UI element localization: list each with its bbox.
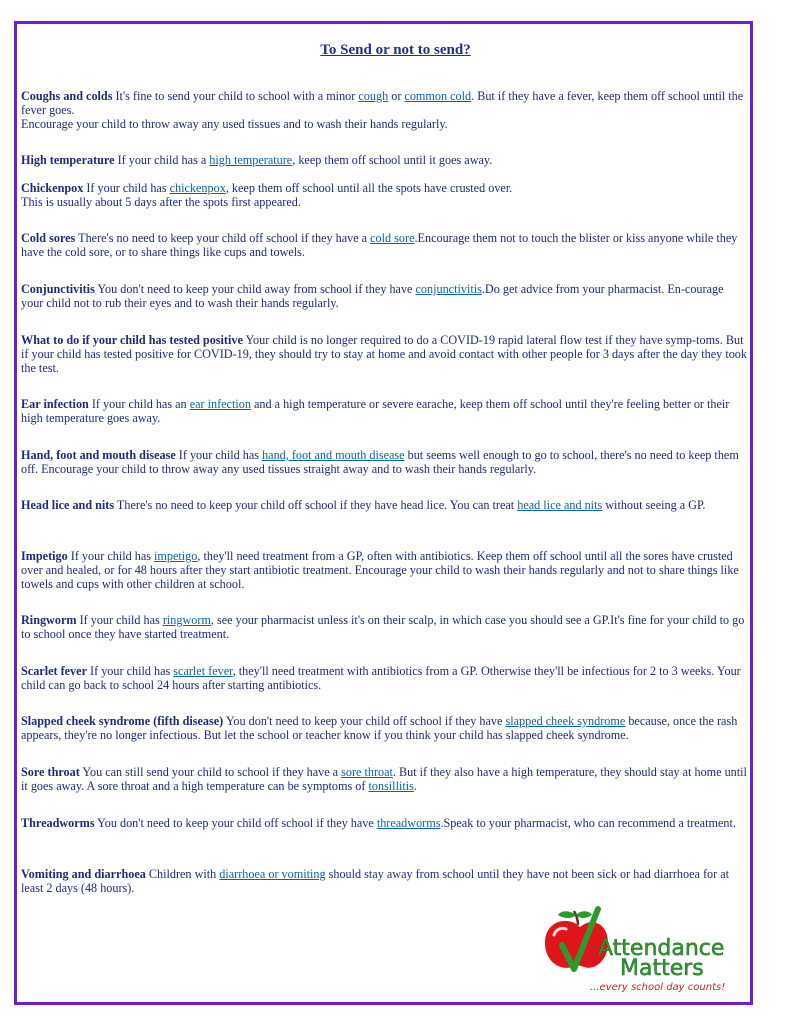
condition-link[interactable]: cold sore: [370, 231, 415, 245]
condition-link[interactable]: high temperature: [209, 153, 293, 167]
condition-link[interactable]: hand, foot and mouth disease: [262, 448, 405, 462]
condition-link[interactable]: chickenpox: [169, 181, 226, 195]
section-text: If your child has: [76, 613, 163, 627]
section-text: Children with: [145, 867, 220, 881]
section-heading: Ringworm: [21, 613, 77, 627]
section-text: You don't need to keep your child off school if they have: [223, 714, 506, 728]
section-heading: High temperature: [21, 153, 115, 167]
section-text: .Encourage them not to touch the blister or kiss anyone while they have the cold sore, or to share things like cups and towels.: [21, 231, 738, 259]
section-paragraph: [21, 231, 747, 259]
section-paragraph: [21, 549, 747, 591]
section-text: You can still send your child to school if they have a: [79, 765, 342, 779]
section-text: .Do get advice from your pharmacist. En-courage your child not to rub their eyes and to wash their hands regularly.: [21, 282, 724, 310]
logo-line1: Attendance: [598, 936, 725, 961]
section-text: You don't need to keep your child off school if they have: [94, 816, 377, 830]
section-text: There's no need to keep your child off school if they have head lice. You can treat: [114, 498, 518, 512]
section-text: If your child has an: [88, 397, 190, 411]
section-paragraph: [21, 714, 747, 742]
section-text: should stay away from school until they have not been sick or had diarrhoea for at least 2 days (48 hours).: [21, 867, 730, 895]
section-text: If your child has: [86, 664, 174, 678]
condition-link[interactable]: impetigo: [154, 549, 198, 563]
section-paragraph: [21, 664, 747, 692]
section-text: but seems well enough to go to school, there's no need to keep them off. Encourage your child to throw away any used tissues straight away and to wash their hands regularly.: [21, 448, 739, 476]
condition-link[interactable]: common cold: [404, 89, 472, 103]
section-heading: Cold sores: [21, 231, 76, 245]
condition-link[interactable]: ear infection: [189, 397, 251, 411]
condition-link[interactable]: conjunctivitis: [415, 282, 482, 296]
section-heading: Hand, foot and mouth disease: [21, 448, 176, 462]
section-text: and a high temperature or severe earache, keep them off school until they're feeling better or their high temperature goes away.: [21, 397, 730, 425]
section-text: .Speak to your pharmacist, who can recommend a treatment.: [440, 816, 736, 830]
section-paragraph: [21, 397, 747, 425]
section-paragraph: [21, 153, 747, 167]
section-heading: What to do if your child has tested positive: [21, 333, 243, 347]
condition-link[interactable]: diarrhoea or vomiting: [219, 867, 326, 881]
section-paragraph: [21, 765, 747, 793]
section-heading: Conjunctivitis: [21, 282, 95, 296]
section-paragraph: [21, 282, 747, 310]
section-text: You don't need to keep your child away from school if they have: [94, 282, 416, 296]
section-text: Your child is no longer required to do a COVID-19 rapid lateral flow test if they have symp-toms. But if your child has tested positive for COVID-19, they should try to stay at home and avoid contact with other people for 3 days after the day they took the test.: [21, 333, 747, 375]
section-text: If your child has: [67, 549, 155, 563]
section-heading: Threadworms: [21, 816, 95, 830]
logo-tagline: ...every school day counts!: [590, 982, 726, 993]
section-heading: Head lice and nits: [21, 498, 115, 512]
section-text: . But if they also have a high temperature, they should stay at home until it goes away. A sore throat and a high temperature can be symptoms of: [21, 765, 747, 793]
condition-link[interactable]: ringworm: [162, 613, 211, 627]
section-heading: Slapped cheek syndrome (fifth disease): [21, 714, 224, 728]
section-text: If your child has: [175, 448, 263, 462]
section-text: .: [413, 779, 417, 793]
section-text: If your child has a: [114, 153, 210, 167]
condition-link[interactable]: tonsillitis: [368, 779, 414, 793]
section-text: or: [388, 89, 405, 103]
section-text: , they'll need treatment with antibiotics from a GP. Otherwise they'll be infectious for 2 to 3 weeks. Your child can go back to school 24 hours after starting antibiotics.: [21, 664, 741, 692]
section-heading: Scarlet fever: [21, 664, 87, 678]
section-paragraph: [21, 816, 747, 830]
section-heading: Vomiting and diarrhoea: [21, 867, 146, 881]
section-heading: Sore throat: [21, 765, 80, 779]
section-heading: Coughs and colds: [21, 89, 113, 103]
section-text: . But if they have a fever, keep them off school until the fever goes.: [21, 89, 744, 117]
section-heading: Impetigo: [21, 549, 68, 563]
section-text: If your child has: [83, 181, 170, 195]
section-text: , they'll need treatment from a GP, often with antibiotics. Keep them off school until all the sores have crusted over and healed, or for 48 hours after they start antibiotic treatment. Encourage your child to wash their hands regularly and not to share things like towels and cups with other children at school.: [21, 549, 739, 591]
section-text: This is usually about 5 days after the spots first appeared.: [21, 195, 301, 209]
section-heading: Chickenpox: [21, 181, 84, 195]
section-text: Encourage your child to throw away any used tissues and to wash their hands regularly.: [21, 117, 448, 131]
condition-link[interactable]: slapped cheek syndrome: [505, 714, 626, 728]
section-paragraph: [21, 613, 747, 641]
condition-link[interactable]: sore throat: [341, 765, 393, 779]
section-paragraph: [21, 333, 747, 375]
attendance-matters-logo: [540, 905, 740, 995]
section-paragraph: [21, 181, 747, 209]
section-text: , keep them off school until it goes away.: [292, 153, 493, 167]
condition-link[interactable]: head lice and nits: [517, 498, 603, 512]
logo-line2: Matters: [620, 956, 704, 981]
section-text: because, once the rash appears, they're no longer infectious. But let the school or teacher know if you think your child has slapped cheek syndrome.: [21, 714, 738, 742]
section-text: There's no need to keep your child off school if they have a: [75, 231, 371, 245]
page-border: [14, 21, 753, 1005]
page-title: To Send or not to send?: [320, 42, 471, 58]
section-text: , see your pharmacist unless it's on their scalp, in which case you should see a GP.It's fine for your child to go to school once they have started treatment.: [21, 613, 745, 641]
section-heading: Ear infection: [21, 397, 89, 411]
section-paragraph: [21, 498, 747, 512]
section-paragraph: [21, 448, 747, 476]
condition-link[interactable]: cough: [358, 89, 389, 103]
section-paragraph: [21, 89, 747, 131]
condition-link[interactable]: threadworms: [376, 816, 441, 830]
section-text: It's fine to send your child to school with a minor: [112, 89, 359, 103]
section-paragraph: [21, 867, 747, 895]
section-text: , keep them off school until all the spots have crusted over.: [225, 181, 513, 195]
condition-link[interactable]: scarlet fever: [173, 664, 233, 678]
section-text: without seeing a GP.: [602, 498, 706, 512]
